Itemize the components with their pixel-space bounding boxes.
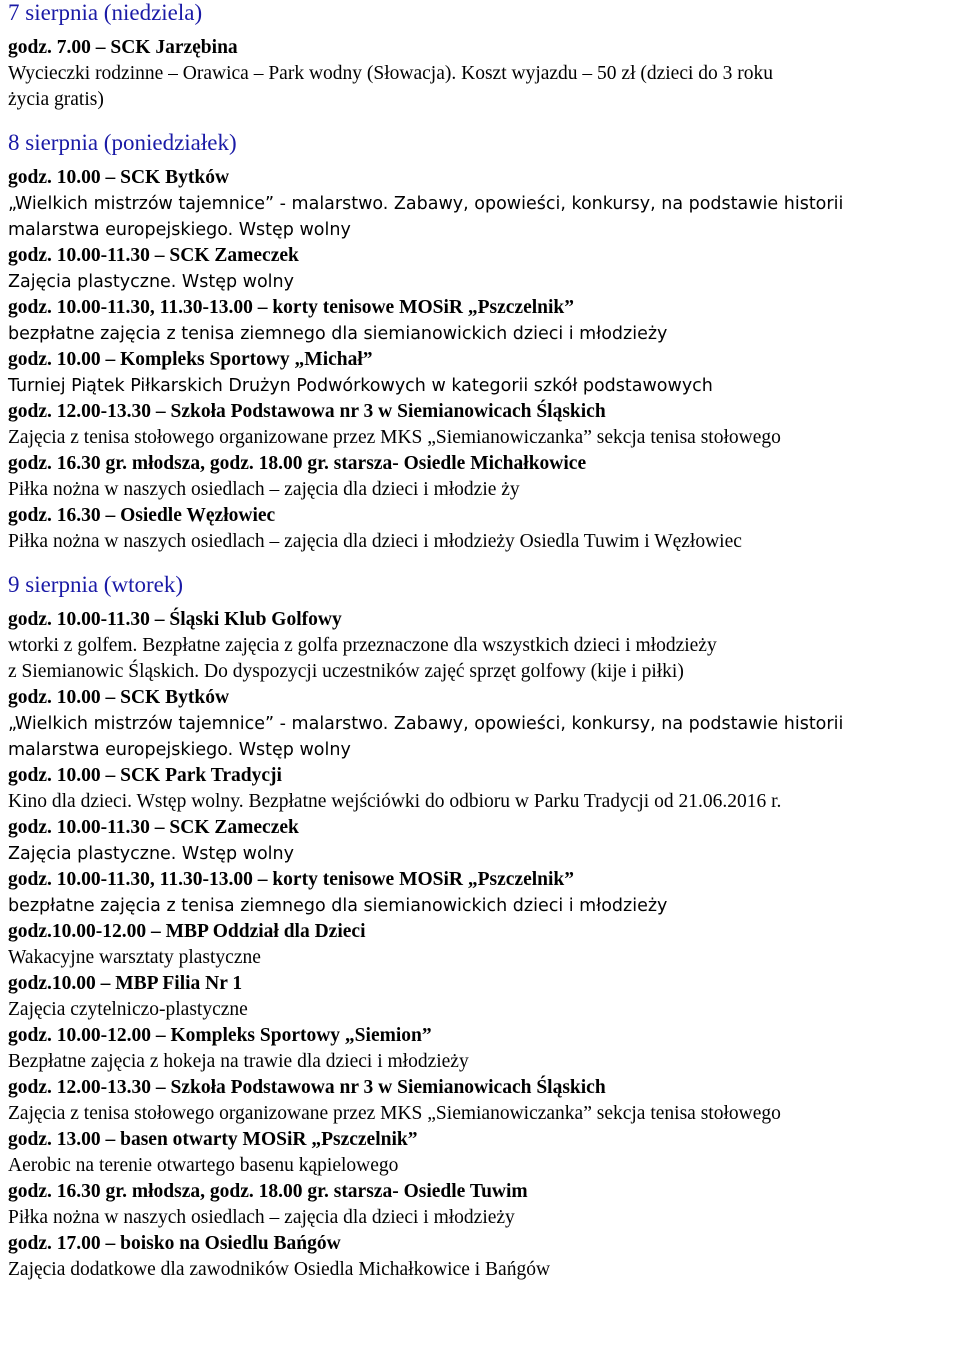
day-heading: 8 sierpnia (poniedziałek) bbox=[8, 130, 237, 155]
event-heading: godz. 10.00 – Kompleks Sportowy „Michał” bbox=[8, 349, 373, 370]
event-heading: godz. 10.00 – SCK Bytków bbox=[8, 687, 230, 708]
event-description: życia gratis) bbox=[8, 89, 104, 110]
event-heading: godz. 10.00-11.30, 11.30-13.00 – korty tenisowe MOSiR „Pszczelnik” bbox=[8, 869, 575, 890]
event-description: Bezpłatne zajęcia z hokeja na trawie dla dzieci i młodzieży bbox=[8, 1051, 469, 1072]
event-description: „Wielkich mistrzów tajemnice” - malarstwo. Zabawy, opowieści, konkursy, na podstawie historii bbox=[8, 194, 844, 214]
event-heading: godz. 10.00-12.00 – Kompleks Sportowy „Siemion” bbox=[8, 1025, 432, 1046]
event-description: Piłka nożna w naszych osiedlach – zajęcia dla dzieci i młodzie ży bbox=[8, 479, 520, 500]
event-description: malarstwa europejskiego. Wstęp wolny bbox=[8, 740, 351, 760]
event-description: Zajęcia plastyczne. Wstęp wolny bbox=[8, 844, 294, 864]
event-description: Zajęcia z tenisa stołowego organizowane przez MKS „Siemianowiczanka” sekcja tenisa stołowego bbox=[8, 427, 781, 448]
event-heading: godz. 10.00-11.30 – Śląski Klub Golfowy bbox=[8, 609, 342, 630]
schedule bbox=[8, 0, 960, 1283]
event-description: malarstwa europejskiego. Wstęp wolny bbox=[8, 220, 351, 240]
event-description: Kino dla dzieci. Wstęp wolny. Bezpłatne wejściówki do odbioru w Parku Tradycji od 21.06.2016 r. bbox=[8, 791, 782, 812]
event-description: Aerobic na terenie otwartego basenu kąpielowego bbox=[8, 1155, 399, 1176]
spacer bbox=[8, 26, 960, 35]
event-description: z Siemianowic Śląskich. Do dyspozycji uczestników zajęć sprzęt golfowy (kije i piłki) bbox=[8, 661, 684, 682]
spacer bbox=[8, 555, 960, 572]
event-description: wtorki z golfem. Bezpłatne zajęcia z golfa przeznaczone dla wszystkich dzieci i młodzieży bbox=[8, 635, 717, 656]
event-heading: godz. 10.00-11.30, 11.30-13.00 – korty tenisowe MOSiR „Pszczelnik” bbox=[8, 297, 575, 318]
event-heading: godz. 7.00 – SCK Jarzębina bbox=[8, 37, 238, 58]
event-description: Zajęcia czytelniczo-plastyczne bbox=[8, 999, 248, 1020]
spacer bbox=[8, 113, 960, 130]
event-heading: godz. 13.00 – basen otwarty MOSiR „Pszczelnik” bbox=[8, 1129, 418, 1150]
event-heading: godz. 10.00-11.30 – SCK Zameczek bbox=[8, 817, 299, 838]
event-description: Piłka nożna w naszych osiedlach – zajęcia dla dzieci i młodzieży bbox=[8, 1207, 515, 1228]
spacer bbox=[8, 156, 960, 165]
event-description: Piłka nożna w naszych osiedlach – zajęcia dla dzieci i młodzieży Osiedla Tuwim i Węzłowiec bbox=[8, 531, 742, 552]
day-heading: 9 sierpnia (wtorek) bbox=[8, 572, 183, 597]
event-heading: godz. 10.00 – SCK Bytków bbox=[8, 167, 230, 188]
event-description: Zajęcia plastyczne. Wstęp wolny bbox=[8, 272, 294, 292]
event-heading: godz. 17.00 – boisko na Osiedlu Bańgów bbox=[8, 1233, 341, 1254]
event-heading: godz. 12.00-13.30 – Szkoła Podstawowa nr 3 w Siemianowicach Śląskich bbox=[8, 1077, 606, 1098]
event-heading: godz. 16.30 gr. młodsza, godz. 18.00 gr. starsza- Osiedle Tuwim bbox=[8, 1181, 528, 1202]
spacer bbox=[8, 598, 960, 607]
event-description: Zajęcia dodatkowe dla zawodników Osiedla Michałkowice i Bańgów bbox=[8, 1259, 551, 1280]
event-description: Zajęcia z tenisa stołowego organizowane przez MKS „Siemianowiczanka” sekcja tenisa stołowego bbox=[8, 1103, 781, 1124]
event-heading: godz. 10.00-11.30 – SCK Zameczek bbox=[8, 245, 299, 266]
event-heading: godz. 10.00 – SCK Park Tradycji bbox=[8, 765, 282, 786]
day-heading: 7 sierpnia (niedziela) bbox=[8, 0, 203, 25]
event-heading: godz.10.00 – MBP Filia Nr 1 bbox=[8, 973, 243, 994]
event-heading: godz. 12.00-13.30 – Szkoła Podstawowa nr 3 w Siemianowicach Śląskich bbox=[8, 401, 606, 422]
event-heading: godz. 16.30 gr. młodsza, godz. 18.00 gr. starsza- Osiedle Michałkowice bbox=[8, 453, 587, 474]
event-description: Wakacyjne warsztaty plastyczne bbox=[8, 947, 261, 968]
event-heading: godz. 16.30 – Osiedle Węzłowiec bbox=[8, 505, 276, 526]
event-description: bezpłatne zajęcia z tenisa ziemnego dla siemianowickich dzieci i młodzieży bbox=[8, 896, 668, 916]
event-description: Wycieczki rodzinne – Orawica – Park wodny (Słowacja). Koszt wyjazdu – 50 zł (dzieci do 3 roku bbox=[8, 63, 774, 84]
event-heading: godz.10.00-12.00 – MBP Oddział dla Dzieci bbox=[8, 921, 366, 942]
event-description: bezpłatne zajęcia z tenisa ziemnego dla siemianowickich dzieci i młodzieży bbox=[8, 324, 668, 344]
event-description: Turniej Piątek Piłkarskich Drużyn Podwórkowych w kategorii szkół podstawowych bbox=[8, 376, 713, 396]
event-description: „Wielkich mistrzów tajemnice” - malarstwo. Zabawy, opowieści, konkursy, na podstawie historii bbox=[8, 714, 844, 734]
